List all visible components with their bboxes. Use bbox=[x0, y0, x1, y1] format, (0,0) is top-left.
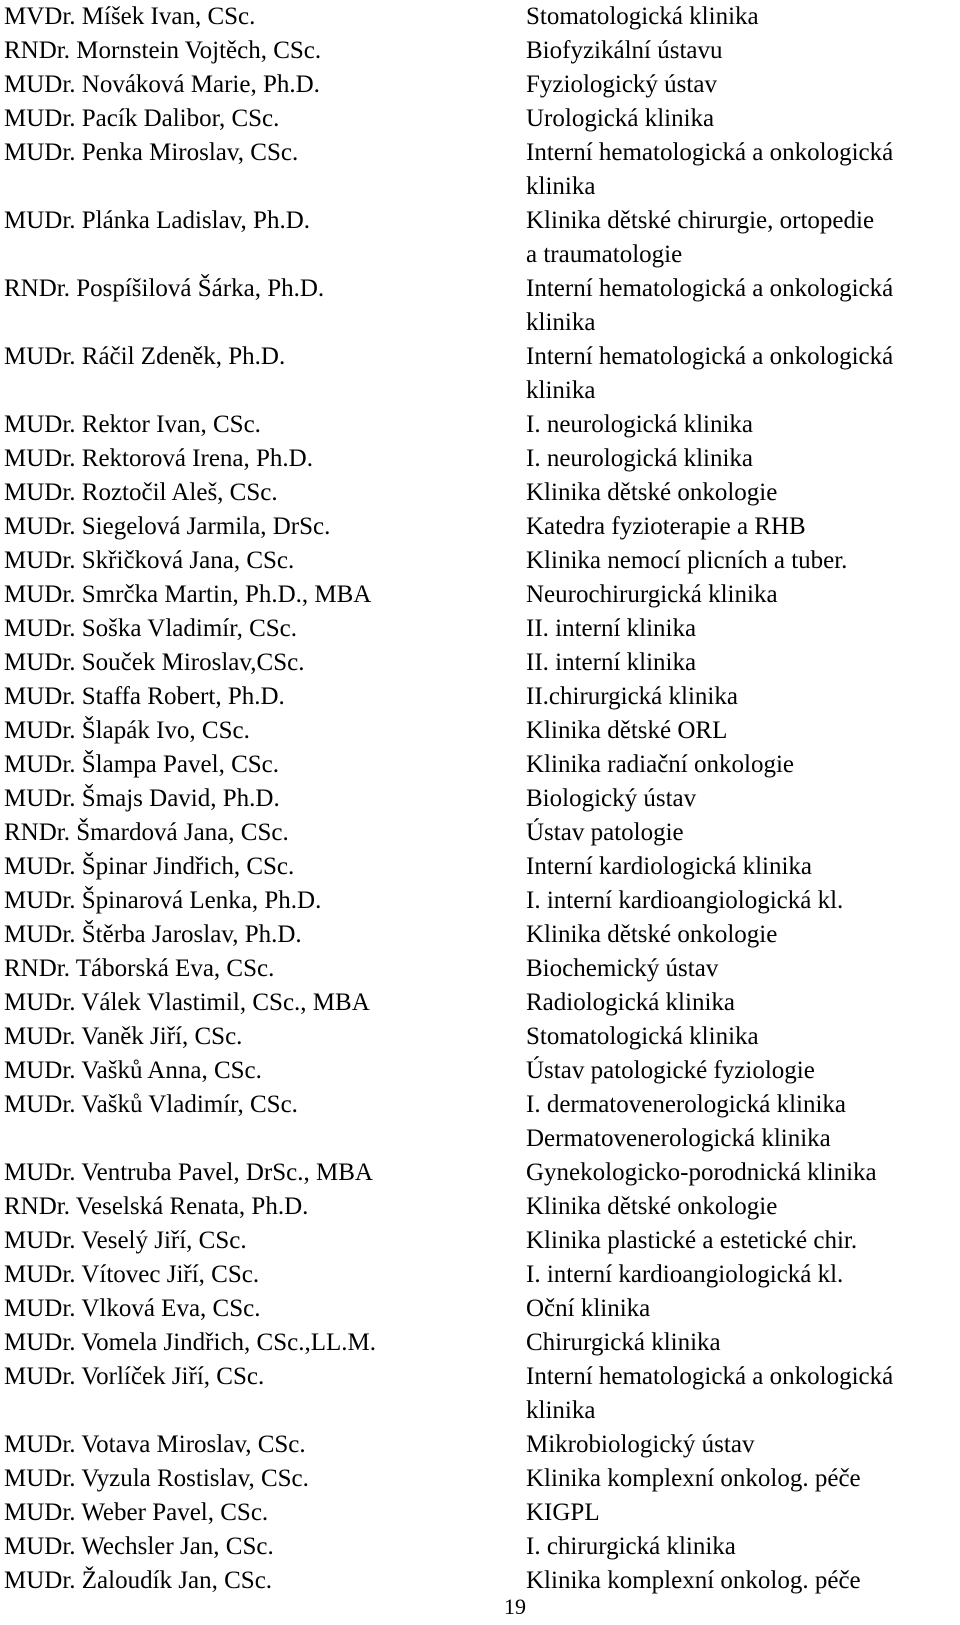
person-name: MUDr. Souček Miroslav,CSc. bbox=[4, 649, 305, 676]
person-name: MUDr. Wechsler Jan, CSc. bbox=[4, 1533, 274, 1560]
person-name: MUDr. Plánka Ladislav, Ph.D. bbox=[4, 207, 310, 234]
list-row bbox=[4, 510, 956, 544]
list-row bbox=[4, 646, 956, 680]
list-row bbox=[4, 340, 956, 408]
department: I. dermatovenerologická klinika Dermatovenerologická klinika bbox=[526, 1091, 847, 1152]
list-row bbox=[4, 1224, 956, 1258]
person-name: MUDr. Válek Vlastimil, CSc., MBA bbox=[4, 989, 370, 1016]
list-row bbox=[4, 1258, 956, 1292]
person-name: MUDr. Staffa Robert, Ph.D. bbox=[4, 683, 285, 710]
list-row bbox=[4, 714, 956, 748]
list-row bbox=[4, 1360, 956, 1428]
department: Klinika dětské onkologie bbox=[526, 1193, 778, 1220]
list-row bbox=[4, 1530, 956, 1564]
list-row bbox=[4, 476, 956, 510]
person-name: MUDr. Penka Miroslav, CSc. bbox=[4, 139, 299, 166]
department: Interní hematologická a onkologická klinika bbox=[526, 343, 894, 404]
list-row bbox=[4, 986, 956, 1020]
staff-list bbox=[4, 0, 956, 1598]
person-name: RNDr. Veselská Renata, Ph.D. bbox=[4, 1193, 309, 1220]
department: Neurochirurgická klinika bbox=[526, 581, 778, 608]
list-row bbox=[4, 782, 956, 816]
department: Interní hematologická a onkologická klinika bbox=[526, 1363, 894, 1424]
list-row bbox=[4, 1190, 956, 1224]
list-row bbox=[4, 952, 956, 986]
department: II. interní klinika bbox=[526, 649, 697, 676]
person-name: MUDr. Ventruba Pavel, DrSc., MBA bbox=[4, 1159, 373, 1186]
person-name: MUDr. Pacík Dalibor, CSc. bbox=[4, 105, 280, 132]
list-row bbox=[4, 680, 956, 714]
person-name: MUDr. Vlková Eva, CSc. bbox=[4, 1295, 261, 1322]
list-row bbox=[4, 136, 956, 204]
department: Klinika dětské ORL bbox=[526, 717, 728, 744]
person-name: MUDr. Šmajs David, Ph.D. bbox=[4, 785, 280, 812]
department: Biofyzikální ústavu bbox=[526, 37, 723, 64]
department: I. interní kardioangiologická kl. bbox=[526, 887, 844, 914]
person-name: MUDr. Roztočil Aleš, CSc. bbox=[4, 479, 278, 506]
person-name: MUDr. Votava Miroslav, CSc. bbox=[4, 1431, 306, 1458]
person-name: MUDr. Vorlíček Jiří, CSc. bbox=[4, 1363, 265, 1390]
department: I. interní kardioangiologická kl. bbox=[526, 1261, 844, 1288]
list-row bbox=[4, 1564, 956, 1598]
department: Klinika komplexní onkolog. péče bbox=[526, 1567, 861, 1594]
person-name: MUDr. Vítovec Jiří, CSc. bbox=[4, 1261, 260, 1288]
department: I. chirurgická klinika bbox=[526, 1533, 736, 1560]
list-row bbox=[4, 204, 956, 272]
list-row bbox=[4, 816, 956, 850]
list-row bbox=[4, 1054, 956, 1088]
department: Klinika dětské onkologie bbox=[526, 479, 778, 506]
department: Klinika dětské onkologie bbox=[526, 921, 778, 948]
person-name: MUDr. Vašků Vladimír, CSc. bbox=[4, 1091, 298, 1118]
person-name: MUDr. Špinarová Lenka, Ph.D. bbox=[4, 887, 322, 914]
list-row bbox=[4, 102, 956, 136]
department: II.chirurgická klinika bbox=[526, 683, 738, 710]
department: Fyziologický ústav bbox=[526, 71, 717, 98]
department: Biologický ústav bbox=[526, 785, 697, 812]
department: Interní hematologická a onkologická klinika bbox=[526, 275, 894, 336]
person-name: MUDr. Soška Vladimír, CSc. bbox=[4, 615, 297, 642]
department: Klinika radiační onkologie bbox=[526, 751, 794, 778]
department: Ústav patologické fyziologie bbox=[526, 1057, 815, 1084]
list-row bbox=[4, 1496, 956, 1530]
list-row bbox=[4, 1156, 956, 1190]
department: Radiologická klinika bbox=[526, 989, 735, 1016]
department: Klinika nemocí plicních a tuber. bbox=[526, 547, 848, 574]
person-name: RNDr. Mornstein Vojtěch, CSc. bbox=[4, 37, 322, 64]
list-row bbox=[4, 272, 956, 340]
list-row bbox=[4, 918, 956, 952]
person-name: MUDr. Veselý Jiří, CSc. bbox=[4, 1227, 247, 1254]
department: Klinika dětské chirurgie, ortopedie a traumatologie bbox=[526, 207, 875, 268]
person-name: MUDr. Špinar Jindřich, CSc. bbox=[4, 853, 295, 880]
person-name: MUDr. Štěrba Jaroslav, Ph.D. bbox=[4, 921, 302, 948]
department: Chirurgická klinika bbox=[526, 1329, 721, 1356]
department: Stomatologická klinika bbox=[526, 1023, 759, 1050]
department: I. neurologická klinika bbox=[526, 445, 754, 472]
list-row bbox=[4, 1462, 956, 1496]
list-row bbox=[4, 1020, 956, 1054]
person-name: MUDr. Vyzula Rostislav, CSc. bbox=[4, 1465, 309, 1492]
person-name: MUDr. Vaněk Jiří, CSc. bbox=[4, 1023, 243, 1050]
person-name: MUDr. Siegelová Jarmila, DrSc. bbox=[4, 513, 331, 540]
list-row bbox=[4, 544, 956, 578]
person-name: MVDr. Míšek Ivan, CSc. bbox=[4, 3, 256, 30]
list-row bbox=[4, 1428, 956, 1462]
list-row bbox=[4, 68, 956, 102]
person-name: MUDr. Skřičková Jana, CSc. bbox=[4, 547, 295, 574]
person-name: RNDr. Šmardová Jana, CSc. bbox=[4, 819, 289, 846]
department: Oční klinika bbox=[526, 1295, 651, 1322]
person-name: MUDr. Weber Pavel, CSc. bbox=[4, 1499, 269, 1526]
list-row bbox=[4, 850, 956, 884]
person-name: RNDr. Pospíšilová Šárka, Ph.D. bbox=[4, 275, 325, 302]
list-row bbox=[4, 578, 956, 612]
person-name: MUDr. Smrčka Martin, Ph.D., MBA bbox=[4, 581, 372, 608]
department: Klinika komplexní onkolog. péče bbox=[526, 1465, 861, 1492]
page-number: 19 bbox=[504, 1594, 526, 1619]
department: Gynekologicko-porodnická klinika bbox=[526, 1159, 877, 1186]
person-name: MUDr. Šlampa Pavel, CSc. bbox=[4, 751, 279, 778]
person-name: MUDr. Žaloudík Jan, CSc. bbox=[4, 1567, 273, 1594]
department: Stomatologická klinika bbox=[526, 3, 759, 30]
department: II. interní klinika bbox=[526, 615, 697, 642]
list-row bbox=[4, 1088, 956, 1156]
person-name: MUDr. Vašků Anna, CSc. bbox=[4, 1057, 262, 1084]
person-name: MUDr. Ráčil Zdeněk, Ph.D. bbox=[4, 343, 286, 370]
list-row bbox=[4, 884, 956, 918]
list-row bbox=[4, 0, 956, 34]
department: Ústav patologie bbox=[526, 819, 684, 846]
person-name: MUDr. Šlapák Ivo, CSc. bbox=[4, 717, 250, 744]
person-name: MUDr. Rektorová Irena, Ph.D. bbox=[4, 445, 313, 472]
department: Katedra fyzioterapie a RHB bbox=[526, 513, 806, 540]
department: I. neurologická klinika bbox=[526, 411, 754, 438]
list-row bbox=[4, 34, 956, 68]
department: Mikrobiologický ústav bbox=[526, 1431, 755, 1458]
department: Interní hematologická a onkologická klinika bbox=[526, 139, 894, 200]
person-name: MUDr. Rektor Ivan, CSc. bbox=[4, 411, 261, 438]
department: Klinika plastické a estetické chir. bbox=[526, 1227, 858, 1254]
list-row bbox=[4, 442, 956, 476]
department: Interní kardiologická klinika bbox=[526, 853, 813, 880]
list-row bbox=[4, 612, 956, 646]
list-row bbox=[4, 1326, 956, 1360]
person-name: MUDr. Nováková Marie, Ph.D. bbox=[4, 71, 320, 98]
department: Urologická klinika bbox=[526, 105, 715, 132]
person-name: RNDr. Táborská Eva, CSc. bbox=[4, 955, 275, 982]
department: KIGPL bbox=[526, 1499, 600, 1526]
list-row bbox=[4, 748, 956, 782]
list-row bbox=[4, 1292, 956, 1326]
person-name: MUDr. Vomela Jindřich, CSc.,LL.M. bbox=[4, 1329, 376, 1356]
department: Biochemický ústav bbox=[526, 955, 719, 982]
list-row bbox=[4, 408, 956, 442]
